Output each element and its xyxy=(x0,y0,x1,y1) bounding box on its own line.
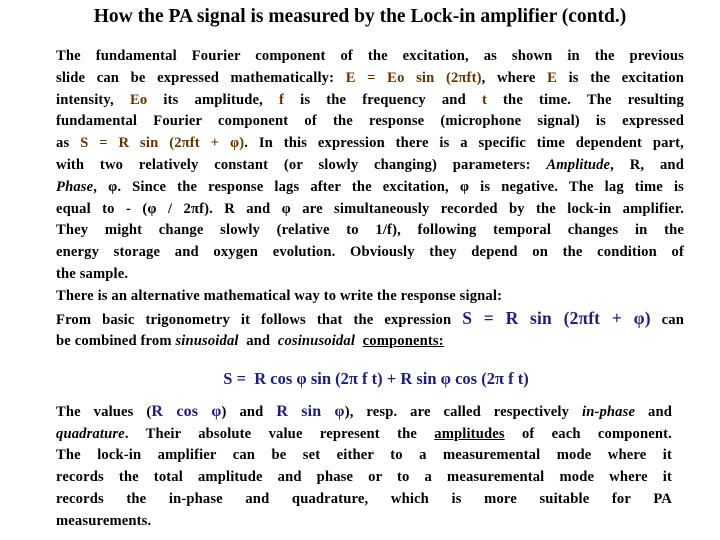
text-line: energy storage and oxygen evolution. Obviously they depend on the condition of xyxy=(56,244,684,261)
text-line: intensity, Eo its amplitude, f is the frequency and t the time. The resulting xyxy=(56,91,684,108)
text-line: The lock-in amplifier can be set either to a measuremental mode where it xyxy=(56,447,672,464)
response-equation: S = R sin (2πft + φ) xyxy=(80,135,245,152)
text-line: with two relatively constant (or slowly changing) parameters: Amplitude, R, and xyxy=(56,156,684,173)
page-title: How the PA signal is measured by the Lock-in amplifier (contd.) xyxy=(93,6,627,27)
paragraph-fourier-components xyxy=(56,46,684,353)
text-line: slide can be expressed mathematically: E = Eo sin (2πft), where E is the excitation xyxy=(56,69,684,86)
decomposition-equation: S = R cos φ sin (2π f t) + R sin φ cos (2π f t) xyxy=(223,369,529,388)
text-line: quadrature. Their absolute value represent the amplitudes of each component. xyxy=(56,425,672,442)
text-line: They might change slowly (relative to 1/f), following temporal changes in the xyxy=(56,222,684,239)
text-line: There is an alternative mathematical way to write the response signal: xyxy=(56,287,503,304)
text-line: The fundamental Fourier component of the excitation, as shown in the previous xyxy=(56,48,684,64)
text-line: the sample. xyxy=(56,265,129,282)
excitation-equation: E = Eo sin (2πft) xyxy=(345,69,482,86)
text-line: The values (R cos φ) and R sin φ), resp. are called respectively in-phase and xyxy=(56,403,672,420)
text-line: records the total amplitude and phase or to a measuremental mode where it xyxy=(56,469,672,486)
text-line: fundamental Fourier component of the response (microphone signal) is expressed xyxy=(56,113,684,130)
text-line: From basic trigonometry it follows that the expression S = R sin (2πft + φ) can xyxy=(56,307,684,328)
paragraph-in-phase-quadrature xyxy=(56,401,672,532)
response-equation-large: S = R sin (2πft + φ) xyxy=(462,307,651,328)
text-line: Phase, φ. Since the response lags after the excitation, φ is negative. The lag time is xyxy=(56,178,684,195)
text-line: be combined from sinusoidal and cosinusoidal components: xyxy=(56,333,444,350)
text-line: measurements. xyxy=(56,512,152,529)
text-line: as S = R sin (2πft + φ). In this expression there is a specific time dependent part, xyxy=(56,135,684,152)
text-line: equal to - (φ / 2πf). R and φ are simultaneously recorded by the lock-in amplifier. xyxy=(56,200,684,217)
text-line: records the in-phase and quadrature, which is more suitable for PA xyxy=(56,490,672,507)
